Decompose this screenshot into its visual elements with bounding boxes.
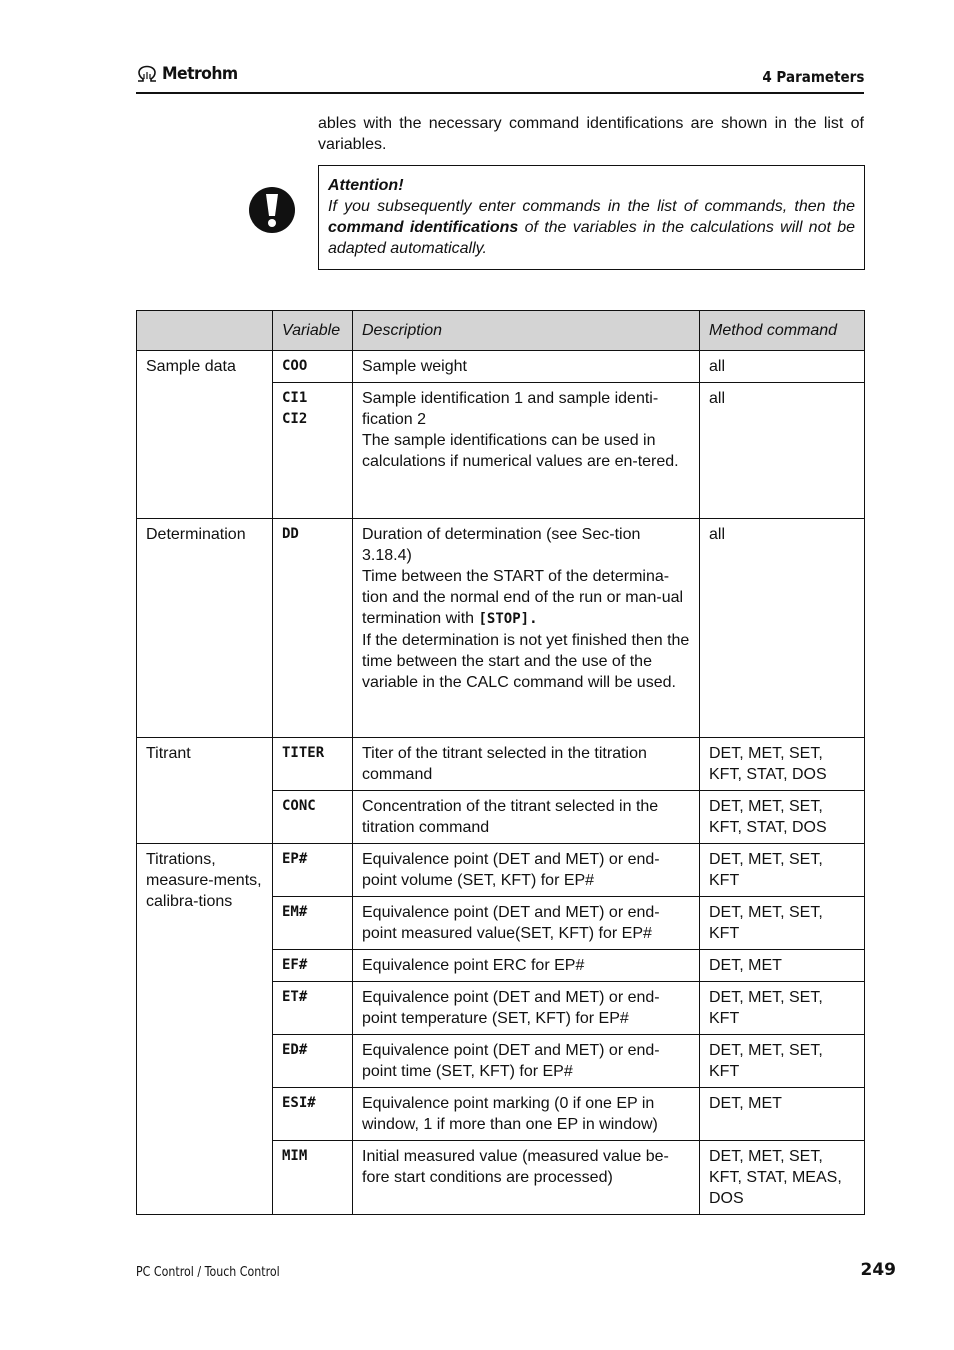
table-row (137, 351, 865, 383)
method-cell: DET, MET, SET, KFT (700, 844, 865, 897)
variable-cell (273, 351, 353, 383)
table-row (137, 844, 865, 897)
variable-name: CI2 (282, 411, 308, 427)
method-cell: all (700, 519, 865, 738)
variable-name: DD (282, 526, 299, 542)
table-row (137, 519, 865, 738)
table-header-row (137, 311, 865, 351)
variable-cell (273, 1088, 353, 1141)
description-cell (353, 950, 700, 982)
description-cell (353, 738, 700, 791)
variable-name: COO (282, 358, 308, 374)
variable-cell (273, 982, 353, 1035)
description-text: Equivalence point (DET and MET) or end-point volume (SET, KFT) for EP# (362, 851, 660, 889)
description-cell (353, 1141, 700, 1215)
description-text: Equivalence point (DET and MET) or end-point time (SET, KFT) for EP# (362, 1042, 660, 1080)
description-text: The sample identifications can be used in calculations if numerical values are en-tered. (362, 432, 679, 470)
description-cell (353, 982, 700, 1035)
description-text: Equivalence point marking (0 if one EP in window, 1 if more than one EP in window) (362, 1095, 658, 1133)
description-cell (353, 383, 700, 519)
description-text: Equivalence point ERC for EP# (362, 957, 585, 974)
header-variable: Variable (273, 311, 353, 351)
page-number: 249 (860, 1260, 896, 1280)
variable-name: ET# (282, 989, 308, 1005)
variable-name: EF# (282, 957, 308, 973)
description-text: Titer of the titrant selected in the titration command (362, 745, 647, 783)
header-description: Description (353, 311, 700, 351)
method-cell: DET, MET, SET, KFT, STAT, DOS (700, 791, 865, 844)
description-text: Equivalence point (DET and MET) or end-point measured value(SET, KFT) for EP# (362, 904, 660, 942)
method-cell: DET, MET (700, 1088, 865, 1141)
method-cell: DET, MET, SET, KFT (700, 982, 865, 1035)
variable-name: EP# (282, 851, 308, 867)
description-cell (353, 897, 700, 950)
omega-logo-icon (136, 65, 158, 83)
attention-title: Attention! (328, 177, 404, 194)
attention-emphasis: command identifications (328, 219, 519, 236)
intro-paragraph: ables with the necessary command identifications are shown in the list of variables. (318, 115, 864, 153)
header-group (137, 311, 273, 351)
table-row (137, 738, 865, 791)
variable-name: CI1 (282, 390, 308, 406)
description-cell (353, 351, 700, 383)
method-cell: DET, MET, SET, KFT, STAT, DOS (700, 738, 865, 791)
variable-cell (273, 1035, 353, 1088)
method-cell: all (700, 383, 865, 519)
variable-name: ESI# (282, 1095, 316, 1111)
description-cell (353, 1088, 700, 1141)
header-method: Method command (700, 311, 865, 351)
brand-name: Metrohm (162, 64, 238, 84)
description-text: If the determination is not yet finished then the time between the start and the use of the variable in the CALC command will be used. (362, 632, 690, 691)
variable-cell (273, 1141, 353, 1215)
variable-name: MIM (282, 1148, 308, 1164)
variable-name: EM# (282, 904, 308, 920)
description-text: Equivalence point (DET and MET) or end-point temperature (SET, KFT) for EP# (362, 989, 660, 1027)
method-cell: all (700, 351, 865, 383)
variable-cell (273, 897, 353, 950)
description-cell (353, 791, 700, 844)
attention-text (328, 196, 855, 259)
method-cell: DET, MET, SET, KFT (700, 897, 865, 950)
variable-cell (273, 519, 353, 738)
group-cell: Determination (137, 519, 273, 738)
group-cell: Titrant (137, 738, 273, 844)
variable-name: CONC (282, 798, 316, 814)
description-text: Time between the START of the determina-tion and the normal end of the run or man-ual termination with [STOP]. (362, 568, 684, 627)
attention-text-after: of the variables in the calculations will not be adapted automatically. (328, 219, 856, 257)
footer-product: PC Control / Touch Control (136, 1265, 280, 1280)
variables-table (136, 310, 865, 1215)
description-cell (353, 1035, 700, 1088)
description-text: Duration of determination (see Sec-tion 3.18.4) (362, 526, 641, 564)
group-cell: Sample data (137, 351, 273, 519)
method-cell: DET, MET (700, 950, 865, 982)
description-text: Sample weight (362, 358, 467, 375)
description-cell (353, 844, 700, 897)
variable-name: ED# (282, 1042, 308, 1058)
variable-cell (273, 383, 353, 519)
variable-cell (273, 844, 353, 897)
chapter-title: 4 Parameters (761, 68, 864, 86)
description-text: Concentration of the titrant selected in the titration command (362, 798, 659, 836)
attention-box (318, 165, 865, 270)
metrohm-logo (136, 64, 244, 84)
description-cell (353, 519, 700, 738)
description-text: Sample identification 1 and sample identi-fication 2 (362, 390, 659, 428)
variable-cell (273, 791, 353, 844)
description-text: Initial measured value (measured value be-fore start conditions are processed) (362, 1148, 669, 1186)
variable-cell (273, 950, 353, 982)
attention-text-before: If you subsequently enter commands in the list of commands, then the (328, 198, 855, 215)
group-cell: Titrations, measure-ments, calibra-tions (137, 844, 273, 1215)
page-header (136, 64, 864, 94)
method-cell: DET, MET, SET, KFT, STAT, MEAS, DOS (700, 1141, 865, 1215)
exclamation-icon (248, 186, 296, 239)
stop-key-label: [STOP]. (478, 611, 538, 627)
method-cell: DET, MET, SET, KFT (700, 1035, 865, 1088)
variable-cell (273, 738, 353, 791)
variable-name: TITER (282, 745, 325, 761)
